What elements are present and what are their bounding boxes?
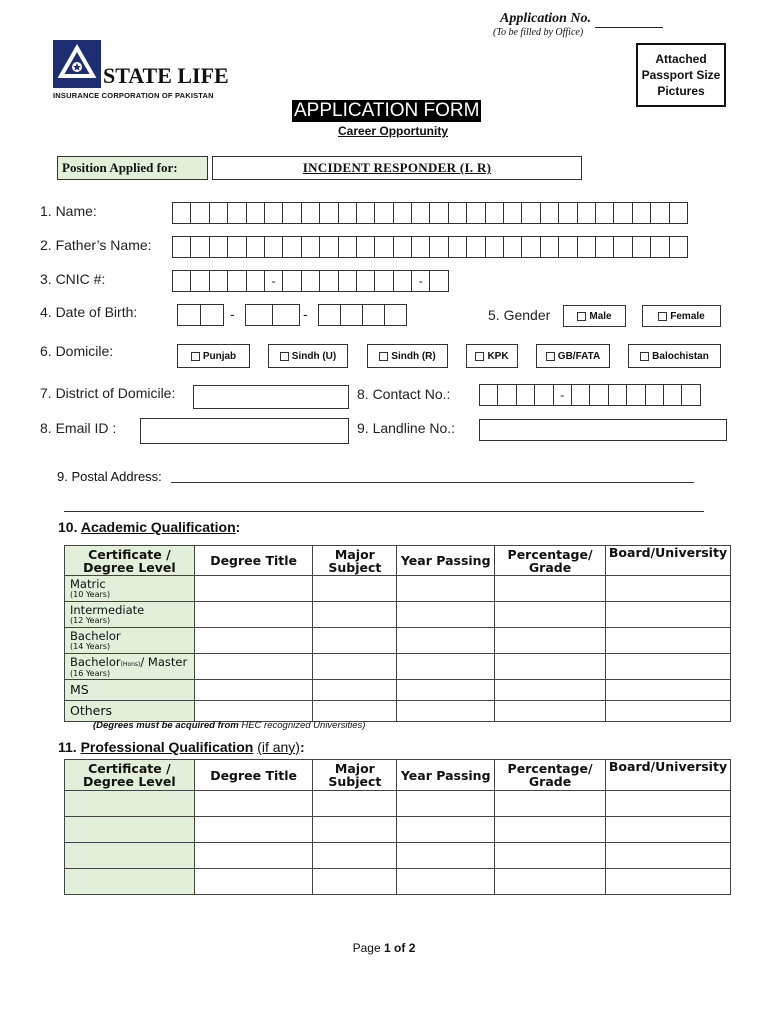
academic-cell[interactable] — [194, 680, 313, 701]
character-box[interactable] — [540, 236, 559, 258]
academic-cell[interactable] — [605, 602, 730, 628]
gbfata-label: GB/FATA — [557, 350, 601, 362]
character-box[interactable] — [466, 202, 485, 224]
dob-month-input[interactable] — [245, 304, 300, 326]
character-box[interactable] — [282, 270, 301, 292]
contact-label: 8. Contact No.: — [357, 386, 451, 402]
character-box[interactable] — [485, 202, 504, 224]
degree-note — [93, 720, 365, 731]
character-box[interactable] — [521, 202, 540, 224]
character-box[interactable] — [429, 270, 448, 292]
character-box[interactable] — [429, 236, 448, 258]
domicile-balochistan-option[interactable] — [628, 344, 721, 368]
character-box[interactable] — [190, 270, 209, 292]
character-box[interactable] — [645, 384, 664, 406]
domicile-label: 6. Domicile: — [40, 343, 114, 359]
gender-female-option[interactable] — [642, 305, 721, 327]
character-box[interactable] — [393, 270, 412, 292]
academic-cell[interactable] — [495, 680, 606, 701]
character-box[interactable] — [172, 202, 191, 224]
character-box[interactable] — [650, 202, 669, 224]
professional-cell[interactable] — [313, 817, 397, 843]
character-box[interactable] — [227, 236, 246, 258]
professional-cell[interactable] — [397, 869, 495, 895]
professional-cell[interactable] — [65, 843, 195, 869]
character-box[interactable] — [448, 236, 467, 258]
academic-cell[interactable] — [313, 680, 397, 701]
table-row — [65, 680, 731, 701]
character-box[interactable] — [577, 202, 596, 224]
academic-cell[interactable] — [313, 602, 397, 628]
academic-cell[interactable] — [605, 701, 730, 722]
academic-cell[interactable] — [605, 654, 730, 680]
academic-cell[interactable] — [397, 602, 495, 628]
academic-col-grade: Percentage/ Grade — [495, 546, 606, 576]
level-text: Bachelor — [70, 654, 121, 669]
character-box[interactable] — [301, 236, 320, 258]
academic-colon: : — [235, 519, 241, 535]
academic-cell[interactable] — [605, 628, 730, 654]
father-name-input[interactable] — [172, 236, 688, 258]
dob-label: 4. Date of Birth: — [40, 304, 138, 320]
character-box[interactable] — [595, 202, 614, 224]
professional-title: Professional Qualification — [80, 739, 254, 755]
academic-row-level — [65, 701, 195, 722]
level-text: Matric — [70, 577, 106, 591]
character-box[interactable] — [209, 202, 228, 224]
professional-cell[interactable] — [397, 791, 495, 817]
application-number-label — [500, 11, 663, 28]
application-no-text: Application No. — [500, 11, 592, 26]
dob-year-input[interactable] — [318, 304, 407, 326]
character-box[interactable] — [374, 270, 393, 292]
punjab-checkbox[interactable] — [191, 352, 200, 361]
professional-col-major: Major Subject — [313, 760, 397, 791]
professional-cell[interactable] — [397, 817, 495, 843]
gender-male-option[interactable] — [563, 305, 626, 327]
domicile-gbfata-option[interactable] — [536, 344, 610, 368]
academic-cell[interactable] — [194, 628, 313, 654]
professional-cell[interactable] — [313, 843, 397, 869]
state-life-logo-icon — [53, 40, 101, 88]
academic-cell[interactable] — [495, 576, 606, 602]
landline-input[interactable] — [479, 419, 727, 441]
sindh-r-checkbox[interactable] — [379, 352, 388, 361]
character-box[interactable] — [613, 236, 632, 258]
domicile-sindh-r-option[interactable] — [367, 344, 448, 368]
kpk-label: KPK — [487, 350, 509, 362]
academic-cell[interactable] — [605, 680, 730, 701]
character-box[interactable] — [608, 384, 627, 406]
character-box[interactable] — [319, 270, 338, 292]
email-label: 8. Email ID : — [40, 420, 117, 436]
character-box[interactable] — [356, 270, 375, 292]
sindh-r-label: Sindh (R) — [391, 350, 436, 362]
character-box[interactable] — [411, 202, 430, 224]
character-box[interactable] — [264, 236, 283, 258]
separator-cell: - — [553, 384, 572, 406]
character-box[interactable] — [338, 236, 357, 258]
level-years: (10 Years) — [70, 590, 111, 599]
character-box[interactable] — [589, 384, 608, 406]
application-no-blank[interactable] — [595, 11, 663, 28]
name-label: 1. Name: — [40, 203, 97, 219]
character-box[interactable] — [663, 384, 682, 406]
academic-row-level — [65, 654, 195, 680]
professional-cell[interactable] — [495, 791, 606, 817]
character-box[interactable] — [503, 202, 522, 224]
table-row — [65, 817, 731, 843]
table-row — [65, 602, 731, 628]
table-row — [65, 843, 731, 869]
character-box[interactable] — [246, 202, 265, 224]
academic-cell[interactable] — [495, 628, 606, 654]
character-box[interactable] — [681, 384, 700, 406]
level-hons: (Hons) — [120, 660, 141, 668]
character-box[interactable] — [534, 384, 553, 406]
academic-row-level — [65, 680, 195, 701]
gbfata-checkbox[interactable] — [546, 352, 555, 361]
level-years: (14 Years) — [70, 642, 111, 651]
cnic-input[interactable] — [172, 270, 449, 292]
character-box[interactable] — [338, 270, 357, 292]
email-input[interactable] — [140, 418, 349, 444]
professional-cell[interactable] — [65, 817, 195, 843]
professional-cell[interactable] — [495, 817, 606, 843]
character-box[interactable] — [595, 236, 614, 258]
character-box[interactable] — [466, 236, 485, 258]
professional-table — [64, 759, 731, 895]
character-box[interactable] — [632, 202, 651, 224]
character-box[interactable] — [356, 202, 375, 224]
professional-header-row — [65, 760, 731, 791]
table-row — [65, 654, 731, 680]
domicile-kpk-option[interactable] — [466, 344, 518, 368]
professional-cell[interactable] — [397, 843, 495, 869]
character-box[interactable] — [246, 236, 265, 258]
level-years: (16 Years) — [70, 668, 111, 678]
level-text: Intermediate — [70, 603, 145, 617]
character-box[interactable] — [340, 304, 363, 326]
landline-label: 9. Landline No.: — [357, 420, 456, 436]
male-checkbox[interactable] — [577, 312, 586, 321]
character-box[interactable] — [272, 304, 300, 326]
character-box[interactable] — [632, 236, 651, 258]
postal-address-line-1[interactable] — [171, 482, 694, 483]
academic-title: Academic Qualification — [80, 519, 236, 535]
academic-cell[interactable] — [397, 654, 495, 680]
character-box[interactable] — [669, 236, 688, 258]
professional-cell[interactable] — [194, 817, 313, 843]
male-label: Male — [589, 310, 612, 322]
table-row — [65, 791, 731, 817]
postal-address-label: 9. Postal Address: — [57, 469, 162, 484]
professional-cell[interactable] — [495, 843, 606, 869]
character-box[interactable] — [227, 202, 246, 224]
character-box[interactable] — [282, 202, 301, 224]
gender-label: 5. Gender — [488, 307, 551, 323]
female-label: Female — [670, 310, 705, 322]
character-box[interactable] — [319, 236, 338, 258]
office-note: (To be filled by Office) — [493, 27, 584, 38]
character-box[interactable] — [429, 202, 448, 224]
character-box[interactable] — [282, 236, 301, 258]
contact-input[interactable] — [479, 384, 701, 406]
character-box[interactable] — [374, 236, 393, 258]
character-box[interactable] — [577, 236, 596, 258]
professional-suffix: (if any) — [257, 739, 300, 755]
academic-col-board: Board/University — [605, 546, 730, 576]
character-box[interactable] — [264, 202, 283, 224]
character-box[interactable] — [485, 236, 504, 258]
character-box[interactable] — [571, 384, 590, 406]
character-box[interactable] — [384, 304, 407, 326]
character-box[interactable] — [411, 236, 430, 258]
female-checkbox[interactable] — [658, 312, 667, 321]
academic-cell[interactable] — [397, 680, 495, 701]
district-label: 7. District of Domicile: — [40, 385, 176, 401]
character-box[interactable] — [626, 384, 645, 406]
cnic-label: 3. CNIC #: — [40, 271, 106, 287]
character-box[interactable] — [338, 202, 357, 224]
father-name-label: 2. Father’s Name: — [40, 237, 152, 253]
character-box[interactable] — [227, 270, 246, 292]
level-text: Bachelor — [70, 629, 121, 643]
professional-cell[interactable] — [605, 817, 730, 843]
professional-cell[interactable] — [605, 791, 730, 817]
professional-cell[interactable] — [605, 869, 730, 895]
character-box[interactable] — [246, 270, 265, 292]
academic-cell[interactable] — [313, 701, 397, 722]
character-box[interactable] — [650, 236, 669, 258]
character-box[interactable] — [393, 236, 412, 258]
page-word: Page — [352, 941, 381, 955]
professional-section-title — [58, 739, 305, 755]
academic-cell[interactable] — [313, 628, 397, 654]
domicile-sindh-u-option[interactable] — [268, 344, 348, 368]
dob-day-input[interactable] — [177, 304, 224, 326]
character-box[interactable] — [209, 270, 228, 292]
character-box[interactable] — [319, 202, 338, 224]
professional-col-grade: Percentage/ Grade — [495, 760, 606, 791]
logo-name: STATE LIFE — [103, 63, 229, 88]
separator-cell: - — [264, 270, 283, 292]
professional-cell[interactable] — [194, 791, 313, 817]
table-row — [65, 628, 731, 654]
academic-cell[interactable] — [194, 701, 313, 722]
form-subtitle: Career Opportunity — [338, 124, 449, 138]
professional-cell[interactable] — [194, 869, 313, 895]
professional-cell[interactable] — [194, 843, 313, 869]
academic-table — [64, 545, 731, 722]
academic-row-level — [65, 576, 195, 602]
professional-col-certificate: Certificate / Degree Level — [65, 760, 195, 791]
academic-col-certificate: Certificate / Degree Level — [65, 546, 195, 576]
academic-section-title — [58, 519, 240, 535]
table-row — [65, 701, 731, 722]
character-box[interactable] — [200, 304, 224, 326]
character-box[interactable] — [613, 202, 632, 224]
sindh-u-label: Sindh (U) — [291, 350, 337, 362]
academic-header-row — [65, 546, 731, 576]
level-text: MS — [70, 682, 89, 697]
form-title: APPLICATION FORM — [294, 100, 480, 121]
character-box[interactable] — [209, 236, 228, 258]
character-box[interactable] — [172, 270, 191, 292]
academic-row-level — [65, 628, 195, 654]
character-box[interactable] — [301, 270, 320, 292]
character-box[interactable] — [190, 236, 209, 258]
separator-cell: - — [411, 270, 430, 292]
character-box[interactable] — [172, 236, 191, 258]
character-box[interactable] — [177, 304, 201, 326]
page-of: of — [394, 941, 406, 955]
position-label: Position Applied for: — [57, 156, 208, 180]
academic-cell[interactable] — [194, 654, 313, 680]
district-input[interactable] — [193, 385, 349, 409]
dob-dash-2: - — [303, 306, 308, 322]
professional-cell[interactable] — [495, 869, 606, 895]
character-box[interactable] — [374, 202, 393, 224]
balochistan-label: Balochistan — [652, 350, 709, 362]
academic-cell[interactable] — [313, 654, 397, 680]
professional-cell[interactable] — [313, 791, 397, 817]
position-value[interactable]: INCIDENT RESPONDER (I. R) — [212, 156, 582, 180]
academic-cell[interactable] — [194, 576, 313, 602]
photo-box-text: Attached Passport Size Pictures — [641, 52, 721, 98]
character-box[interactable] — [516, 384, 535, 406]
academic-cell[interactable] — [495, 701, 606, 722]
academic-cell[interactable] — [313, 576, 397, 602]
character-box[interactable] — [521, 236, 540, 258]
character-box[interactable] — [190, 202, 209, 224]
character-box[interactable] — [448, 202, 467, 224]
level-years: (12 Years) — [70, 616, 111, 625]
name-input[interactable] — [172, 202, 688, 224]
character-box[interactable] — [558, 202, 577, 224]
kpk-checkbox[interactable] — [475, 352, 484, 361]
professional-number: 11. — [58, 739, 77, 755]
character-box[interactable] — [540, 202, 559, 224]
character-box[interactable] — [393, 202, 412, 224]
level-text-2: / Master — [140, 654, 188, 669]
character-box[interactable] — [669, 202, 688, 224]
domicile-punjab-option[interactable] — [177, 344, 250, 368]
sindh-u-checkbox[interactable] — [280, 352, 289, 361]
logo-subtitle: INSURANCE CORPORATION OF PAKISTAN — [53, 91, 214, 100]
page-current: 1 — [383, 941, 391, 955]
academic-cell[interactable] — [495, 602, 606, 628]
page-number — [0, 941, 768, 955]
professional-col-board: Board/University — [605, 760, 730, 791]
character-box[interactable] — [362, 304, 385, 326]
table-row — [65, 869, 731, 895]
dob-dash-1: - — [230, 306, 235, 322]
academic-col-major: Major Subject — [313, 546, 397, 576]
academic-cell[interactable] — [397, 701, 495, 722]
academic-cell[interactable] — [194, 602, 313, 628]
academic-col-degree-title: Degree Title — [194, 546, 313, 576]
academic-cell[interactable] — [397, 576, 495, 602]
academic-row-level — [65, 602, 195, 628]
note-rest: HEC recognized Universities) — [238, 720, 366, 731]
punjab-label: Punjab — [202, 350, 237, 362]
character-box[interactable] — [479, 384, 498, 406]
character-box[interactable] — [318, 304, 341, 326]
table-row — [65, 576, 731, 602]
academic-number: 10. — [58, 519, 78, 535]
professional-col-year: Year Passing — [397, 760, 495, 791]
professional-colon: : — [299, 739, 305, 755]
professional-cell[interactable] — [313, 869, 397, 895]
professional-cell[interactable] — [65, 869, 195, 895]
character-box[interactable] — [356, 236, 375, 258]
character-box[interactable] — [245, 304, 273, 326]
academic-cell[interactable] — [495, 654, 606, 680]
academic-cell[interactable] — [605, 576, 730, 602]
academic-cell[interactable] — [397, 628, 495, 654]
passport-photo-box[interactable] — [636, 43, 726, 107]
note-bold: (Degrees must be acquired from — [93, 720, 239, 731]
postal-address-line-2[interactable] — [64, 511, 704, 512]
character-box[interactable] — [558, 236, 577, 258]
page-total: 2 — [408, 941, 416, 955]
character-box[interactable] — [301, 202, 320, 224]
professional-cell[interactable] — [605, 843, 730, 869]
balochistan-checkbox[interactable] — [640, 352, 649, 361]
professional-cell[interactable] — [65, 791, 195, 817]
academic-col-year: Year Passing — [397, 546, 495, 576]
professional-col-degree-title: Degree Title — [194, 760, 313, 791]
character-box[interactable] — [503, 236, 522, 258]
character-box[interactable] — [497, 384, 516, 406]
level-text: Others — [70, 703, 113, 718]
